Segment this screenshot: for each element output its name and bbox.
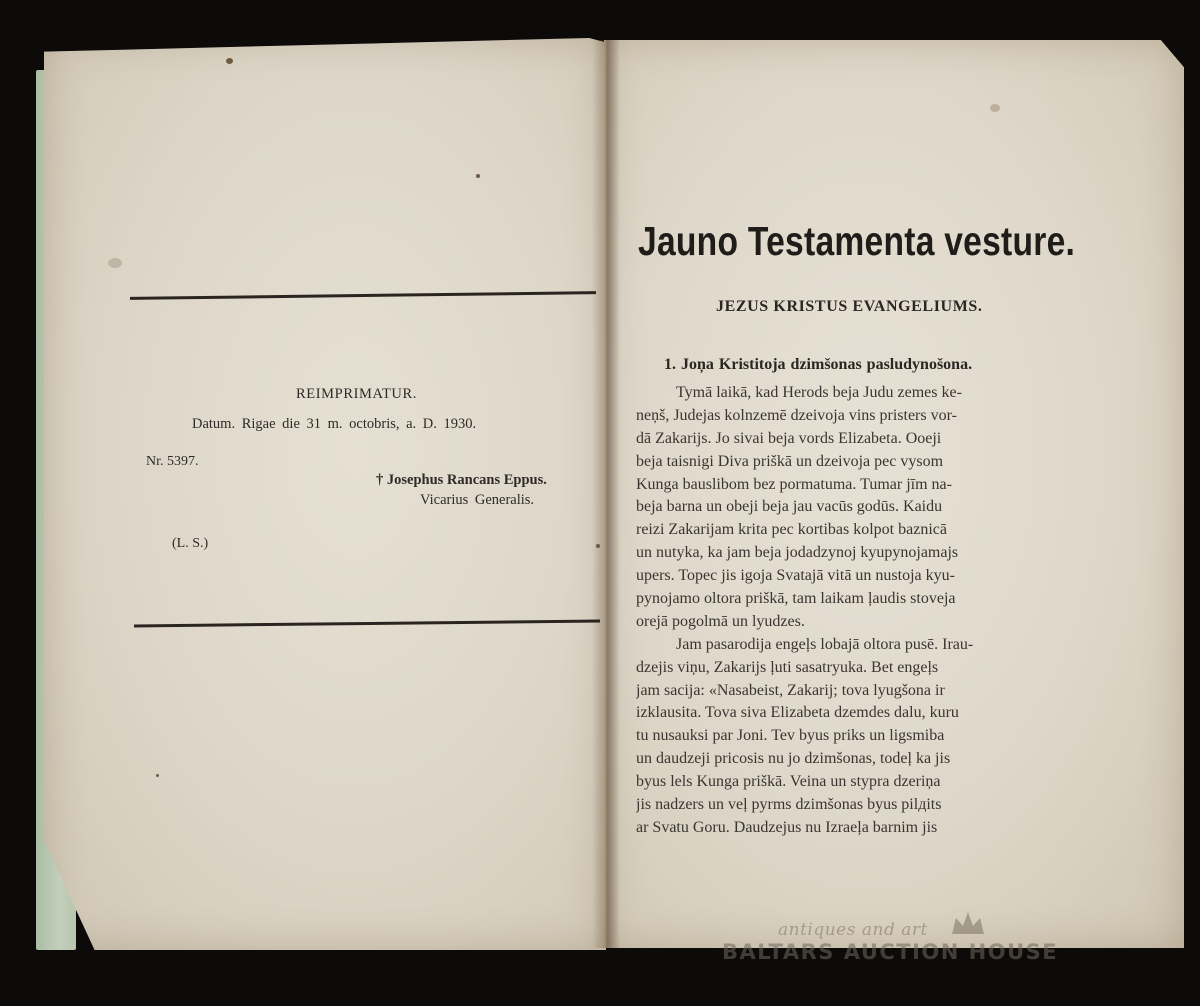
body-line: upers. Topec jis igoja Svatajā vitā un nustoja kyu- — [636, 567, 955, 585]
body-line: byus lels Kunga priškā. Veina un stypra dzeriņa — [636, 773, 941, 791]
body-line: dzejis viņu, Zakarijs ļuti sasatryuka. Bet engeļs — [636, 658, 939, 676]
body-line: jam sacija: «Nasabeist, Zakarij; tova lyugšona ir — [636, 681, 945, 699]
page-subtitle: JEZUS KRISTUS EVANGELIUMS. — [716, 298, 983, 315]
seal-mark: (L. S.) — [172, 536, 209, 551]
crown-icon — [948, 908, 988, 938]
body-line: izklausita. Tova siva Elizabeta dzemdes dalu, kuru — [636, 704, 959, 722]
paper-stain — [596, 544, 600, 548]
paper-stain — [476, 174, 480, 178]
signer-title: Vicarius Generalis. — [420, 492, 535, 508]
paper-stain — [108, 258, 122, 268]
body-line: un daudzeji pricosis nu jo dzimšonas, todeļ ka jis — [636, 750, 951, 768]
body-line: jis nadzers un veļ pyrms dzimšonas byus pilдits — [636, 796, 942, 814]
watermark-brand: BALTARS AUCTION HOUSE — [722, 940, 1059, 964]
watermark — [722, 918, 1142, 978]
body-line: Tymā laikā, kad Herods beja Judu zemes ke- — [676, 384, 962, 401]
record-number: Nr. 5397. — [146, 454, 199, 469]
body-line: beja taisnigi Diva priškā un dzeivoja pec vysom — [636, 452, 944, 470]
body-text — [636, 382, 1116, 840]
section-heading: 1. Joņa Kristitoja dzimšonas pasludynošona. — [664, 356, 973, 373]
body-line: pynojamo oltora priškā, tam laikam ļaudis stoveja — [636, 590, 956, 608]
body-line: beja barna un obeji beja jau vacūs godūs. Kaidu — [636, 498, 943, 516]
book-gutter — [592, 40, 620, 948]
body-line: orejā pogolmā un lyudzes. — [636, 612, 805, 630]
paper-stain — [990, 104, 1000, 112]
body-line: reizi Zakarijam krita pec kortibas kolpot baznicā — [636, 521, 947, 539]
body-line: dā Zakarijs. Jo sivai beja vords Elizabeta. Ooeji — [636, 429, 942, 447]
datum-line: Datum. Rigae die 31 m. octobris, a. D. 1930. — [192, 416, 477, 432]
body-line: Jam pasarodija engeļs lobajā oltora pusē. Irau- — [676, 635, 974, 653]
signer-name: † Josephus Rancans Eppus. — [376, 472, 547, 488]
page-title: Jauno Testamenta vesture. — [638, 218, 1076, 264]
imprimatur-title: REIMPRIMATUR. — [296, 386, 417, 402]
body-line: tu nusauksi par Joni. Tev byus priks un ligsmiba — [636, 727, 945, 745]
paper-stain — [226, 58, 233, 64]
body-line: Kunga bauslibom bez pormatuma. Tumar jīm na- — [636, 475, 952, 493]
body-line: ar Svatu Goru. Daudzejus nu Izraeļa barnim jis — [636, 818, 938, 836]
watermark-tagline: antiques and art — [778, 920, 928, 940]
body-line: neņš, Judejas kolnzemē dzeivoja vins pristers vor- — [636, 406, 957, 424]
paper-stain — [156, 774, 159, 777]
body-line: un nutyka, ka jam beja jodadzynoj kyupynojamajs — [636, 544, 959, 562]
